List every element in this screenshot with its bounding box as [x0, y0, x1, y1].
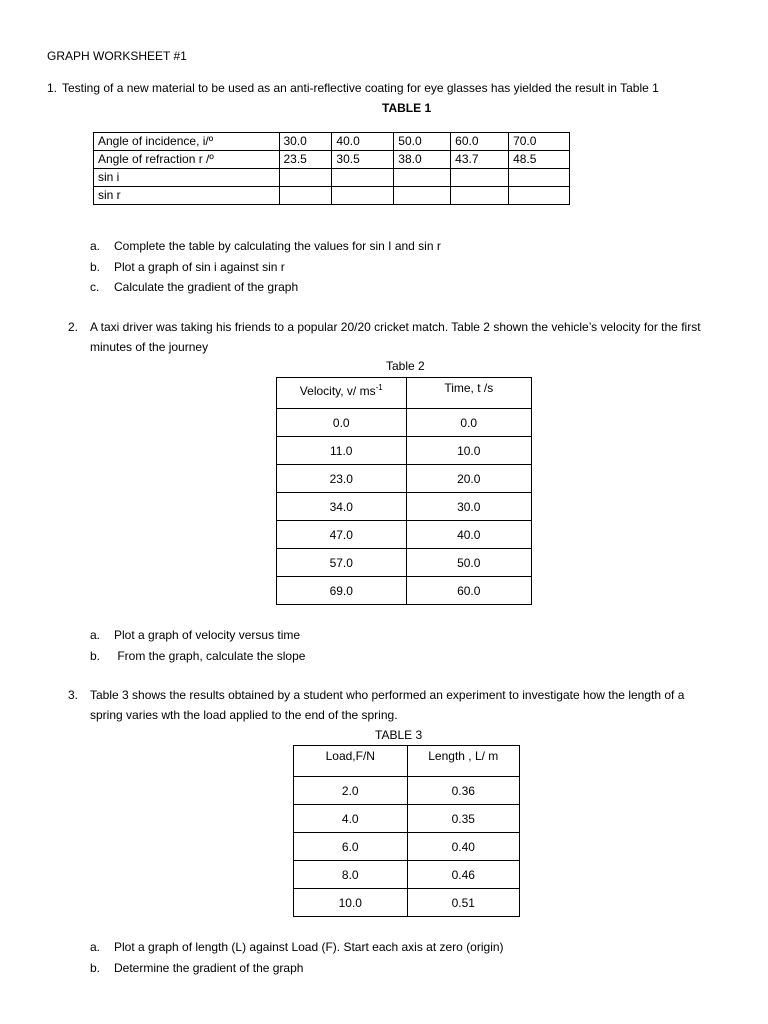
- table2-cell: 50.0: [406, 549, 531, 577]
- table1-cell: [509, 169, 570, 187]
- q1-item-b: [90, 259, 285, 275]
- q2-text: A taxi driver was taking his friends to a popular 20/20 cricket match. Table 2 shown the vehicle’s velocity for the first minutes of the journey: [90, 320, 701, 354]
- table2-title: Table 2: [386, 359, 425, 373]
- item-label: a.: [90, 628, 101, 642]
- table1-cell: [279, 169, 332, 187]
- item-text: Complete the table by calculating the values for sin I and sin r: [114, 239, 441, 253]
- table3-row: [294, 777, 520, 805]
- table2-cell: 11.0: [277, 437, 407, 465]
- table2-row: [277, 521, 532, 549]
- table3-cell: 6.0: [294, 833, 408, 861]
- item-text: Determine the gradient of the graph: [114, 961, 304, 975]
- table1-cell: [394, 169, 451, 187]
- table-2: [276, 377, 532, 605]
- q1-item-a: [90, 238, 441, 254]
- table2-cell: 0.0: [277, 409, 407, 437]
- velocity-header-text: Velocity, v/ ms: [299, 384, 376, 398]
- item-text: Plot a graph of length (L) against Load (F). Start each axis at zero (origin): [114, 940, 504, 954]
- table3-cell: 0.35: [407, 805, 519, 833]
- table3-cell: 0.46: [407, 861, 519, 889]
- table2-cell: 69.0: [277, 577, 407, 605]
- table1-cell: 43.7: [451, 151, 509, 169]
- table3-header-length: Length , L/ m: [407, 746, 519, 777]
- table3-cell: 8.0: [294, 861, 408, 889]
- velocity-header-exponent: -1: [375, 383, 383, 392]
- q3-item-b: [90, 960, 303, 976]
- table2-cell: 23.0: [277, 465, 407, 493]
- table-1: [93, 132, 570, 205]
- table3-cell: 0.40: [407, 833, 519, 861]
- table1-cell: 50.0: [394, 133, 451, 151]
- item-label: b.: [90, 649, 101, 663]
- table1-row: [94, 133, 570, 151]
- table2-cell: 10.0: [406, 437, 531, 465]
- table1-cell: 30.5: [332, 151, 394, 169]
- table2-row: [277, 549, 532, 577]
- q2-number: 2.: [68, 320, 79, 334]
- table1-cell: [394, 187, 451, 205]
- q2-item-b: [90, 648, 305, 664]
- table2-row: [277, 465, 532, 493]
- item-label: b.: [90, 260, 101, 274]
- item-label: a.: [90, 940, 101, 954]
- table1-cell: [279, 187, 332, 205]
- table2-cell: 40.0: [406, 521, 531, 549]
- table3-cell: 4.0: [294, 805, 408, 833]
- item-text: Calculate the gradient of the graph: [114, 280, 299, 294]
- table1-row-label: Angle of refraction r /º: [94, 151, 280, 169]
- item-text: From the graph, calculate the slope: [114, 649, 306, 663]
- table3-header-row: [294, 746, 520, 777]
- table1-cell: 30.0: [279, 133, 332, 151]
- item-label: a.: [90, 239, 101, 253]
- table3-cell: 2.0: [294, 777, 408, 805]
- table2-header-time: Time, t /s: [406, 378, 531, 409]
- item-text: Plot a graph of sin i against sin r: [114, 260, 285, 274]
- table2-cell: 30.0: [406, 493, 531, 521]
- table1-row: [94, 151, 570, 169]
- q1-text: Testing of a new material to be used as an anti-reflective coating for eye glasses has yielded the result in Table 1: [62, 81, 659, 95]
- table-3: [293, 745, 520, 917]
- item-text: Plot a graph of velocity versus time: [114, 628, 301, 642]
- table1-cell: [451, 169, 509, 187]
- q1-number: 1.: [47, 81, 58, 95]
- table2-row: [277, 409, 532, 437]
- table1-cell: 38.0: [394, 151, 451, 169]
- table3-row: [294, 833, 520, 861]
- table2-header-velocity: [277, 378, 407, 409]
- table2-cell: 47.0: [277, 521, 407, 549]
- table2-cell: 60.0: [406, 577, 531, 605]
- table1-cell: [451, 187, 509, 205]
- table1-cell: 70.0: [509, 133, 570, 151]
- table3-cell: 0.36: [407, 777, 519, 805]
- worksheet-title: GRAPH WORKSHEET #1: [47, 49, 187, 63]
- table2-cell: 20.0: [406, 465, 531, 493]
- table1-title: TABLE 1: [382, 101, 432, 115]
- table3-row: [294, 889, 520, 917]
- q3-item-a: [90, 939, 504, 955]
- q1-item-c: [90, 279, 298, 295]
- table1-cell: 40.0: [332, 133, 394, 151]
- table1-cell: [332, 169, 394, 187]
- table1-row-label: sin r: [94, 187, 280, 205]
- table2-cell: 57.0: [277, 549, 407, 577]
- table1-cell: 23.5: [279, 151, 332, 169]
- table2-row: [277, 437, 532, 465]
- q3-number: 3.: [68, 688, 79, 702]
- table1-cell: [509, 187, 570, 205]
- table2-row: [277, 493, 532, 521]
- table2-cell: 0.0: [406, 409, 531, 437]
- q3-text: Table 3 shows the results obtained by a student who performed an experiment to investigate how the length of a spring varies wth the load applied to the end of the spring.: [90, 688, 685, 722]
- table2-row: [277, 577, 532, 605]
- table1-cell: 48.5: [509, 151, 570, 169]
- table1-row: [94, 187, 570, 205]
- q2-item-a: [90, 627, 300, 643]
- table3-row: [294, 861, 520, 889]
- table3-title: TABLE 3: [375, 728, 423, 742]
- table2-header-row: [277, 378, 532, 409]
- table1-cell: 60.0: [451, 133, 509, 151]
- table3-cell: 0.51: [407, 889, 519, 917]
- table1-row-label: Angle of incidence, i/º: [94, 133, 280, 151]
- item-label: b.: [90, 961, 101, 975]
- table3-cell: 10.0: [294, 889, 408, 917]
- table3-header-load: Load,F/N: [294, 746, 408, 777]
- table3-row: [294, 805, 520, 833]
- item-label: c.: [90, 280, 100, 294]
- table1-row: [94, 169, 570, 187]
- table1-cell: [332, 187, 394, 205]
- table1-row-label: sin i: [94, 169, 280, 187]
- table2-cell: 34.0: [277, 493, 407, 521]
